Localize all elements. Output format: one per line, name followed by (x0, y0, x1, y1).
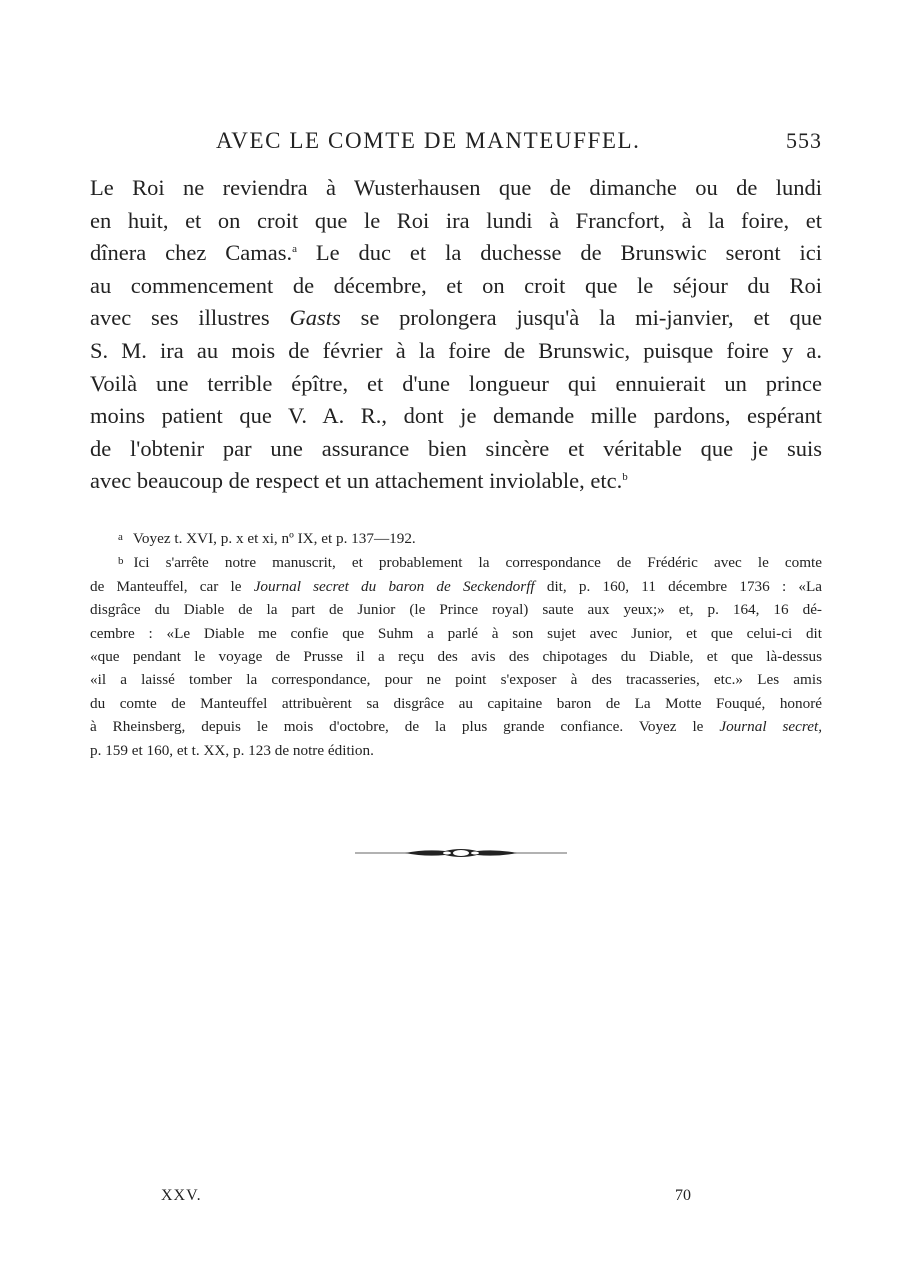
body-line: S. M. ira au mois de février à la foire de Brunswic, puisque foire y a. (90, 337, 822, 363)
footnote-marker: b (118, 555, 124, 568)
footnote-b-line: du comte de Manteuffel attribuèrent sa disgrâce au capitaine baron de La Motte Fouqué, honoré (90, 694, 822, 712)
body-line: avec beaucoup de respect et un attachement inviolable, etc.$^b$ (90, 468, 628, 494)
page-header (90, 128, 822, 160)
volume-signature: XXV. (161, 1187, 202, 1204)
footnote-b-line: de Manteuffel, car le Journal secret du baron de Seckendorff dit, p. 160, 11 décembre 1736 : «La (90, 577, 823, 595)
running-title: AVEC LE COMTE DE MANTEUFFEL. (216, 128, 641, 153)
footnote-b-line: cembre : «Le Diable me confie que Suhm a parlé à son sujet avec Junior, et que celui-ci dit (90, 624, 822, 642)
italic-term: Gasts (289, 305, 341, 331)
footnote-b-line: b Ici s'arrête notre manuscrit, et probablement la correspondance de Frédéric avec le comte (118, 554, 822, 572)
italic-title: Journal secret, (719, 718, 822, 736)
footnote-b-line: disgrâce du Diable de la part de Junior (le Prince royal) saute aux yeux;» et, p. 164, 16 dé- (90, 601, 822, 619)
page-number: 553 (786, 128, 822, 153)
body-line: de l'obtenir par une assurance bien sincère et véritable que je suis (90, 435, 822, 461)
italic-title: Journal secret du baron de Seckendorff (253, 577, 535, 595)
body-line: moins patient que V. A. R., dont je demande mille pardons, espérant (90, 403, 822, 429)
main-paragraph (90, 172, 822, 498)
body-line: dînera chez Camas.$^a$ Le duc et la duchesse de Brunswic seront ici (90, 240, 823, 266)
body-line: au commencement de décembre, et on croit que le séjour du Roi (90, 272, 822, 298)
footnote-b-line: «que pendant le voyage de Prusse il a reçu des avis des chipotages du Diable, et que là-dessus (90, 648, 822, 666)
sheet-signature: 70 (675, 1187, 691, 1204)
body-line: avec ses illustres Gasts se prolongera jusqu'à la mi-janvier, et que (90, 305, 823, 331)
footnote-marker: a (118, 531, 123, 543)
body-line: Voilà une terrible épître, et d'une longueur qui ennuierait un prince (90, 370, 822, 396)
footnote-b-line: p. 159 et 160, et t. XX, p. 123 de notre édition. (90, 741, 374, 759)
ornament-rule-icon (355, 844, 567, 862)
note-ref-b[interactable]: b (622, 471, 628, 484)
footnote-b-line: «il a laissé tomber la correspondance, pour ne point s'exposer à des tracasseries, etc.» Les amis (90, 671, 822, 689)
footnotes (90, 526, 822, 762)
body-line: Le Roi ne reviendra à Wusterhausen que de dimanche ou de lundi (90, 175, 822, 200)
note-ref-a[interactable]: a (292, 243, 297, 256)
footnote-a: a Voyez t. XVI, p. x et xi, nº IX, et p. 137—192. (118, 530, 416, 547)
body-line: en huit, et on croit que le Roi ira lundi à Francfort, à la foire, et (90, 207, 822, 233)
footnote-b-line: à Rheinsberg, depuis le mois d'octobre, de la plus grande confiance. Voyez le Journal secret, (90, 718, 822, 736)
